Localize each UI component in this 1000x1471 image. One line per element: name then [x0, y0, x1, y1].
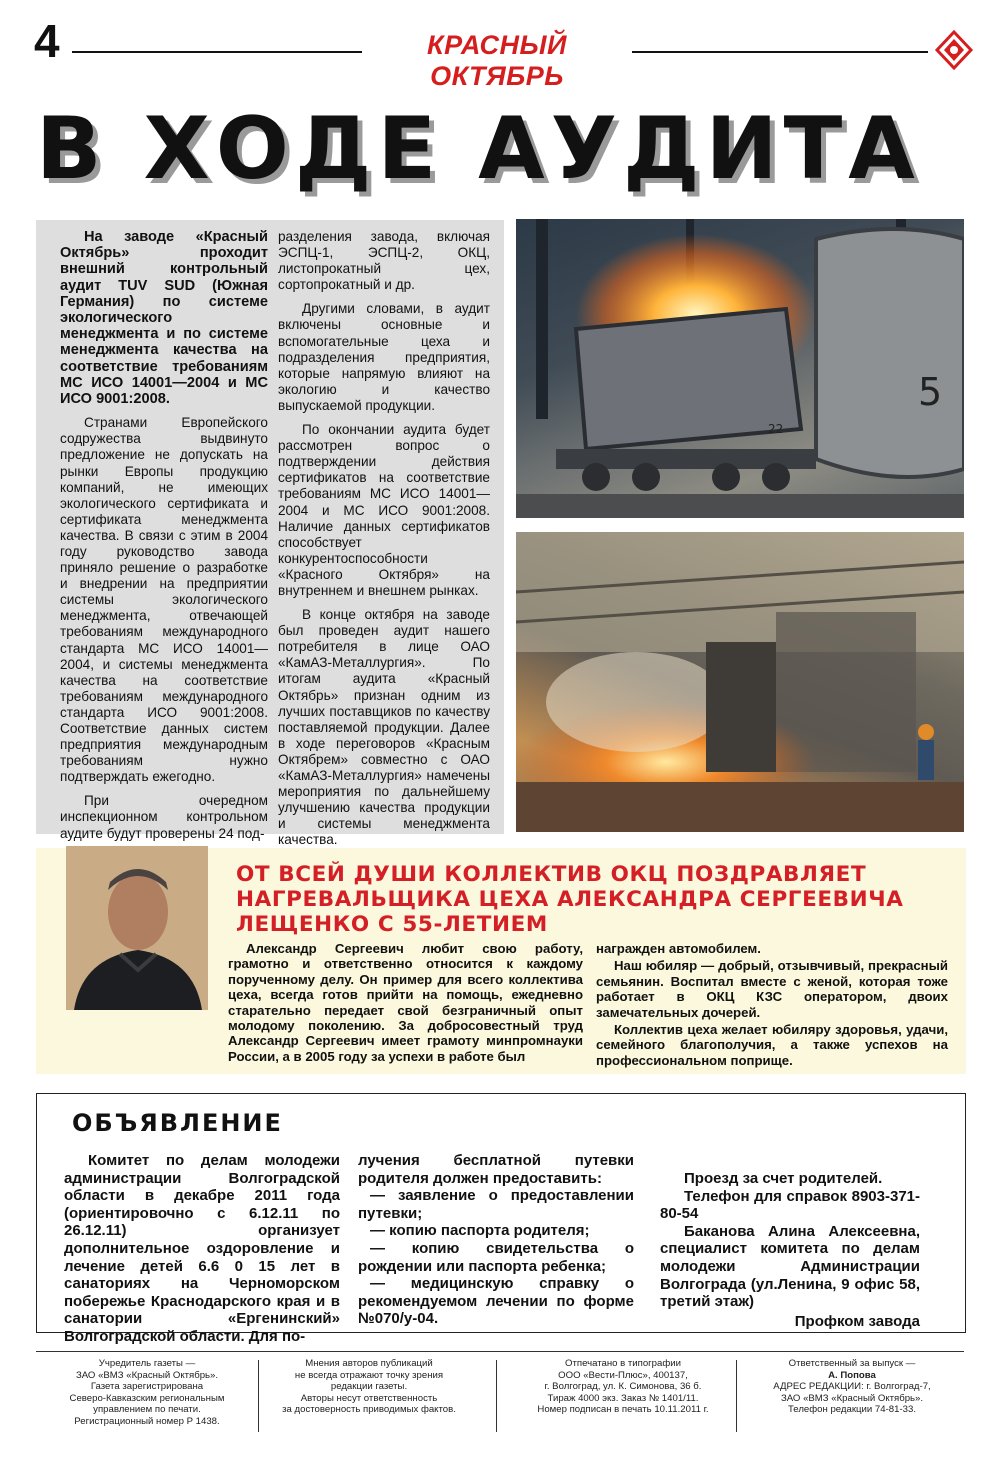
article-block	[36, 220, 504, 848]
announcement-paragraph: Комитет по делам молодежи администрации Волгоградской области в декабре 2011 года (ориентировочно с 6.12.11 по 26.12.11) организует дополнительное оздоровление и лечение детей 6.6 0 15 лет в санаториях на Черноморском побережье Краснодарского края и в санатории «Ергенинский» Волгоградской области. Для по-	[64, 1152, 340, 1345]
greeting-paragraph: Наш юбиляр — добрый, отзывчивый, прекрасный семьянин. Воспитал вместе с женой, которая тоже работает в ОКЦ КЗС оператором, двоих замечательных дочерей.	[596, 958, 948, 1020]
footer-line: ЗАО «ВМЗ «Красный Октябрь».	[780, 1392, 924, 1404]
announcement-title: ОБЪЯВЛЕНИЕ	[72, 1109, 283, 1137]
footer-line: Отпечатано в типографии	[565, 1358, 681, 1369]
footer-line: Телефон редакции 74-81-33.	[787, 1404, 916, 1416]
footer-disclaimer	[266, 1358, 472, 1416]
footer-editorial-info	[744, 1358, 960, 1416]
footer-line: Тираж 4000 экз. Заказ № 1401/11.	[547, 1392, 699, 1404]
footer-editor-name	[744, 1370, 960, 1382]
footer-line: Учредитель газеты —	[98, 1358, 196, 1369]
masthead-rule-right	[632, 51, 928, 53]
footer-line: Газета зарегистрирована	[90, 1381, 204, 1393]
announcement-column-3	[660, 1170, 920, 1330]
article-column-1	[60, 229, 268, 850]
footer-line: Северо-Кавказским региональным	[69, 1392, 225, 1404]
main-headline: В ХОДЕ АУДИТА	[36, 99, 921, 199]
portrait-photo	[66, 846, 208, 1010]
footer-rule	[36, 1351, 964, 1352]
article-paragraph: Странами Европейского содружества выдвинуто предложение не допускать на рынки Европы продукцию компаний, не имеющих экологического сертификата и сертификата менеджмента качества. В связи с этим в 2004 году руководство завода приняло решение о разработке и внедрении на предприятии системы экологического менеджмента, отвечающей требованиям международного стандарта МС ИСО 14001—2004, и системы менеджмента качества на соответствие требованиям международного стандарта ИСО 9001:2008. Соответствие данных систем предприятия международным требованиям нужно подтверждать ежегодно.	[60, 415, 268, 785]
article-paragraph: Другими словами, в аудит включены основные и вспомогательные цеха и подразделения предприятия, которые напрямую влияют на экологию и качество выпускаемой продукции.	[278, 301, 490, 413]
footer-line: Ответственный за выпуск —	[788, 1358, 916, 1369]
footer-line: Номер подписан в печать 10.11.2011 г.	[537, 1404, 709, 1416]
footer-founder-info	[44, 1358, 250, 1428]
footer-divider	[736, 1360, 737, 1432]
rko-logo-icon	[934, 30, 974, 70]
greeting-paragraph: Александр Сергеевич любит свою работу, грамотно и ответственно относится к каждому порученному делу. Он пример для всего коллектива цеха, всегда готов прийти на помощь, ежедневно старательно передает свой безграничный опыт молодому поколению. За добросовестный труд Александр Сергеевич имеет грамоту минпромнауки России, а в 2005 году за успехи в работе был	[228, 941, 583, 1064]
footer-line: ЗАО «ВМЗ «Красный Октябрь».	[75, 1369, 219, 1381]
ladle-number: 5	[918, 370, 943, 414]
announcement-column-2	[358, 1152, 634, 1328]
announcement-phone: Телефон для справок 8903-371-80-54	[660, 1187, 920, 1223]
footer-line: Регистрационный номер Р 1438.	[74, 1415, 220, 1427]
footer-line: редакции газеты.	[330, 1381, 408, 1393]
footer-line: Авторы несут ответственность	[300, 1392, 438, 1404]
footer-line: АДРЕС РЕДАКЦИИ: г. Волгоград-7,	[773, 1381, 931, 1393]
footer-divider	[496, 1360, 497, 1432]
article-paragraph: При очередном инспекционном контрольном аудите будут проверены 24 под-	[60, 793, 268, 841]
footer-printing-info	[520, 1358, 726, 1416]
announcement-list-item: — копию паспорта родителя;	[370, 1222, 590, 1240]
editor-name: А. Попова	[828, 1369, 876, 1381]
greeting-title: ОТ ВСЕЙ ДУШИ КОЛЛЕКТИВ ОКЦ ПОЗДРАВЛЯЕТ НАГРЕВАЛЬЩИКА ЦЕХА АЛЕКСАНДРА СЕРГЕЕВИЧА ЛЕЩЕНКО С 55-ЛЕТИЕМ	[236, 862, 904, 937]
greeting-paragraph: Коллектив цеха желает юбиляру здоровья, удачи, семейного благополучия, а также успехов на профессиональном поприще.	[596, 1022, 948, 1068]
car-number: 22	[768, 422, 784, 436]
announcement-signature: Профком завода	[794, 1312, 920, 1330]
greeting-paragraph: награжден автомобилем.	[596, 941, 761, 956]
announcement-list-item: — копию свидетельства о рождении или паспорта ребенка;	[358, 1239, 634, 1275]
photo-steel-ladles	[516, 219, 964, 518]
footer-line: за достоверность приводимых фактов.	[282, 1404, 456, 1416]
announcement-list-item: — медицинскую справку о рекомендуемом лечении по форме №070/у-04.	[358, 1275, 634, 1328]
footer-line: не всегда отражают точку зрения	[294, 1369, 444, 1381]
announcement-contact: Баканова Алина Алексеевна, специалист комитета по делам молодежи Администрации Волгограда (ул.Ленина, 9 офис 58, третий этаж)	[660, 1222, 920, 1311]
footer-line: ООО «Вести-Плюс», 400137,	[558, 1369, 688, 1381]
masthead-rule-left	[72, 51, 362, 53]
announcement-paragraph: лучения бесплатной путевки родителя должен предоставить:	[358, 1152, 634, 1187]
announcement-list-item: — заявление о предоставлении путевки;	[358, 1187, 634, 1222]
article-lead: На заводе «Красный Октябрь» проходит внешний контрольный аудит TUV SUD (Южная Германия) по системе экологического менеджмента и по системе менеджмента качества на соответствие требованиям МС ИСО 14001—2004 и МС ИСО 9001:2008.	[60, 229, 268, 408]
article-paragraph: По окончании аудита будет рассмотрен вопрос о подтверждении действия сертификатов на соответствие требованиям МС ИСО 14001—2004 и МС ИСО 9001:2008. Наличие данных сертификатов способствует конкурентоспособности «Красного Октября» на внутреннем и внешнем рынках.	[278, 422, 490, 598]
page-number: 4	[34, 15, 60, 67]
photo-rolling-mill	[516, 532, 964, 832]
article-column-2	[278, 229, 490, 856]
article-paragraph: разделения завода, включая ЭСПЦ-1, ЭСПЦ-2, ОКЦ, листопрокатный цех, сортопрокатный и др.	[278, 229, 490, 293]
article-paragraph: В конце октября на заводе был проведен аудит нашего потребителя в лице ОАО «КамАЗ-Металлургия». По итогам аудита «Красный Октябрь» признан одним из лучших поставщиков по качеству поставляемой продукции. Далее в ходе переговоров «Красным Октябрем» совместно с ОАО «КамАЗ-Металлургия» намечены мероприятия по дальнейшему улучшению качества продукции и системы менеджмента качества.	[278, 607, 490, 848]
announcement-paragraph: Проезд за счет родителей.	[684, 1170, 883, 1187]
footer-line: Мнения авторов публикаций	[305, 1358, 433, 1369]
footer-divider	[258, 1360, 259, 1432]
greeting-column-1	[228, 941, 583, 1066]
greeting-column-2	[596, 941, 948, 1070]
announcement-column-1	[64, 1152, 340, 1346]
footer-line: управлением по печати.	[93, 1404, 201, 1416]
footer-line: г. Волгоград, ул. К. Симонова, 36 б.	[544, 1381, 702, 1393]
newspaper-name: КРАСНЫЙ ОКТЯБРЬ	[427, 30, 567, 91]
